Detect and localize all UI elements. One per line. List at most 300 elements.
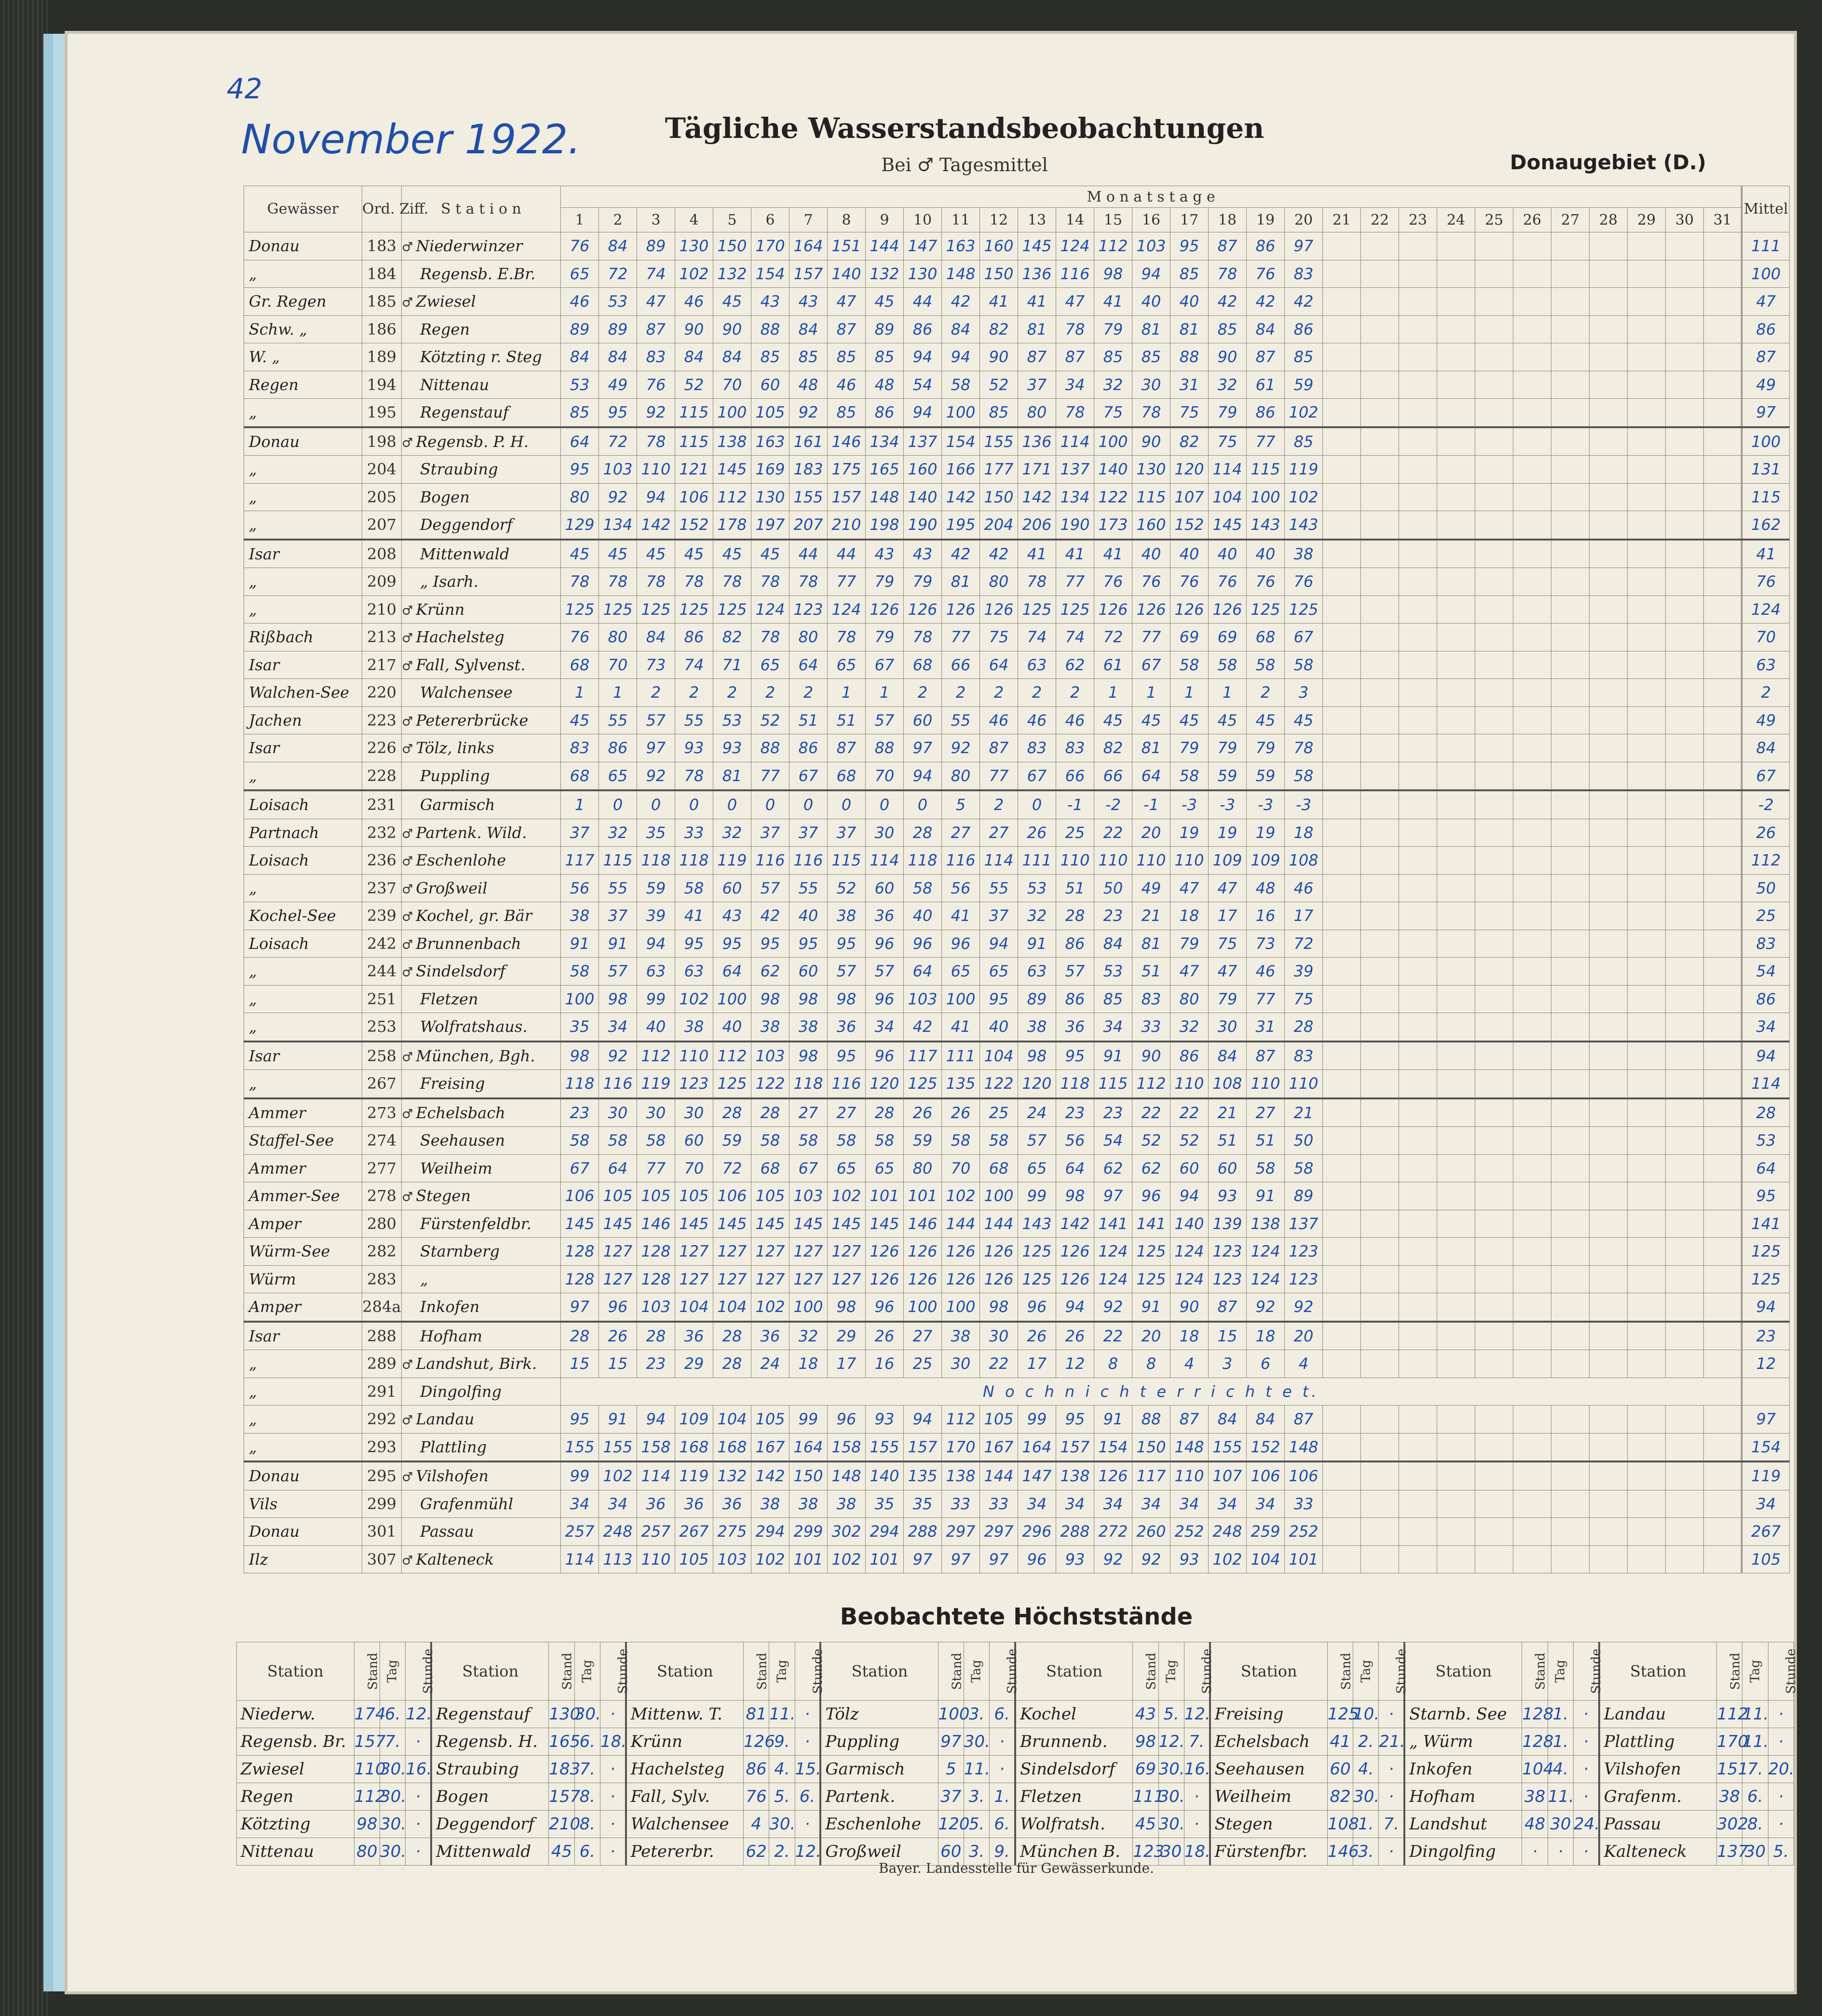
hoechst-header-stand [1327, 1642, 1353, 1701]
value-cell: 58 [1247, 651, 1285, 679]
value-cell [1590, 1013, 1628, 1042]
value-cell: 100 [904, 1293, 942, 1322]
value-cell [1323, 1182, 1361, 1210]
value-cell: 91 [1247, 1182, 1285, 1210]
hoechst-value: 1. [1548, 1701, 1573, 1728]
value-cell [1361, 958, 1399, 986]
value-cell: 105 [751, 399, 789, 427]
value-cell: 78 [637, 568, 675, 596]
value-cell: 102 [942, 1182, 980, 1210]
value-cell [1323, 930, 1361, 958]
value-cell [1323, 819, 1361, 847]
value-cell [1437, 1490, 1475, 1518]
hoechst-header-stunde [990, 1642, 1020, 1701]
value-cell: 168 [675, 1433, 713, 1461]
day-header-cell: 31 [1704, 208, 1742, 232]
station-name: Garmisch [420, 796, 495, 814]
station-name: Vilshofen [416, 1467, 489, 1486]
value-cell: 52 [675, 371, 713, 399]
ord-cell: 284a [362, 1293, 402, 1322]
value-cell [1361, 1182, 1399, 1210]
hoechst-station: Vilshofen [1599, 1756, 1717, 1783]
value-cell: 125 [1285, 595, 1323, 623]
ord-cell: 217 [362, 651, 402, 679]
value-cell [1513, 1070, 1551, 1098]
value-cell: 87 [1018, 343, 1056, 371]
hoechst-header-tag-label: Tag [775, 1660, 789, 1683]
value-cell [1551, 1042, 1590, 1070]
hoechst-header-stand [1522, 1642, 1548, 1701]
value-cell: 103 [789, 1182, 828, 1210]
value-cell [1628, 790, 1666, 819]
value-cell [1323, 1518, 1361, 1546]
value-cell: 95 [713, 930, 751, 958]
value-cell: 97 [904, 1545, 942, 1573]
value-cell: 126 [942, 1265, 980, 1293]
hoechst-value: 80 [354, 1838, 380, 1866]
value-cell [1399, 847, 1437, 875]
station-name: Fletzen [420, 989, 478, 1008]
value-cell: 91 [1018, 930, 1056, 958]
hoechst-value: 9. [769, 1728, 795, 1756]
hoechst-value: 30. [1158, 1756, 1184, 1783]
value-cell: 125 [675, 595, 713, 623]
value-cell: 32 [789, 1322, 828, 1350]
value-cell [1399, 427, 1437, 456]
value-cell: 124 [1094, 1238, 1132, 1266]
value-cell: 73 [637, 651, 675, 679]
value-cell [1361, 790, 1399, 819]
value-cell: 106 [561, 1182, 599, 1210]
value-cell [1628, 1042, 1666, 1070]
day-header-cell: 11 [942, 208, 980, 232]
value-cell: 2 [789, 679, 828, 707]
value-cell [1590, 399, 1628, 427]
value-cell: 110 [1094, 847, 1132, 875]
hoechst-header-stand-label: Stand [1534, 1652, 1549, 1690]
station-name: Sindelsdorf [416, 962, 506, 981]
value-cell: 96 [866, 985, 904, 1013]
value-cell: 90 [1209, 343, 1247, 371]
value-cell [1361, 315, 1399, 343]
value-cell: 86 [1247, 399, 1285, 427]
value-cell [1323, 568, 1361, 596]
value-cell: 34 [866, 1013, 904, 1042]
value-cell: 58 [942, 1127, 980, 1155]
value-cell: 63 [637, 958, 675, 986]
ord-cell: 292 [362, 1406, 402, 1434]
value-cell: -2 [1094, 790, 1132, 819]
station-cell [402, 1433, 561, 1461]
hoechst-header-tag [1742, 1642, 1768, 1701]
station-cell [402, 902, 561, 930]
header-gewaesser: Gewässer [244, 186, 362, 232]
value-cell [1704, 902, 1742, 930]
hoechst-station: Regenstauf [431, 1701, 549, 1728]
value-cell: 69 [1209, 623, 1247, 651]
value-cell [1551, 232, 1590, 260]
value-cell: 45 [1247, 706, 1285, 734]
value-cell: 127 [675, 1238, 713, 1266]
value-cell [1628, 1293, 1666, 1322]
value-cell: 118 [904, 847, 942, 875]
gewaesser-cell: Würm-See [244, 1238, 362, 1266]
value-cell [1590, 819, 1628, 847]
value-cell [1399, 1182, 1437, 1210]
value-cell: 25 [980, 1098, 1018, 1127]
value-cell: 142 [942, 483, 980, 511]
value-cell [1513, 1293, 1551, 1322]
value-cell: 124 [1247, 1238, 1285, 1266]
value-cell [1323, 399, 1361, 427]
value-cell: 42 [904, 1013, 942, 1042]
value-cell: 100 [942, 1293, 980, 1322]
value-cell [1590, 1070, 1628, 1098]
value-cell: 84 [561, 343, 599, 371]
value-cell: 45 [675, 540, 713, 568]
value-cell: 79 [904, 568, 942, 596]
value-cell: 124 [828, 595, 866, 623]
value-cell [1628, 623, 1666, 651]
hoechst-station: München B. [1015, 1838, 1133, 1866]
value-cell: 93 [866, 1406, 904, 1434]
value-cell: 65 [942, 958, 980, 986]
value-cell: 83 [1285, 260, 1323, 288]
value-cell: 34 [599, 1490, 637, 1518]
value-cell [1513, 1013, 1551, 1042]
value-cell: 85 [561, 399, 599, 427]
value-cell: 33 [1132, 1013, 1170, 1042]
ord-cell: 205 [362, 483, 402, 511]
value-cell [1590, 540, 1628, 568]
station-cell [402, 315, 561, 343]
value-cell: 94 [942, 343, 980, 371]
value-cell [1323, 288, 1361, 316]
value-cell [1590, 651, 1628, 679]
value-cell [1704, 288, 1742, 316]
hoechst-value: 12. [1184, 1701, 1210, 1728]
value-cell: 26 [866, 1322, 904, 1350]
value-cell: 105 [675, 1545, 713, 1573]
value-cell: 45 [713, 288, 751, 316]
value-cell: 76 [1247, 568, 1285, 596]
mittel-cell: 67 [1742, 762, 1790, 790]
value-cell: 66 [1094, 762, 1132, 790]
value-cell: 1 [561, 790, 599, 819]
value-cell: 25 [1056, 819, 1094, 847]
value-cell: 26 [942, 1098, 980, 1127]
value-cell: 109 [675, 1406, 713, 1434]
value-cell: 64 [980, 651, 1018, 679]
ord-cell: 236 [362, 847, 402, 875]
value-cell [1323, 958, 1361, 986]
value-cell: 124 [1170, 1265, 1209, 1293]
hoechst-value: 1. [1353, 1811, 1379, 1838]
hoechst-header-tag [574, 1642, 600, 1701]
hoechst-value: 123 [1133, 1838, 1158, 1866]
value-cell: 98 [1056, 1182, 1094, 1210]
hoechst-value: 12. [1158, 1728, 1184, 1756]
value-cell: 82 [980, 315, 1018, 343]
value-cell: 165 [866, 456, 904, 484]
value-cell: 126 [1056, 1265, 1094, 1293]
hoechst-value: 7. [1379, 1811, 1404, 1838]
station-cell [402, 819, 561, 847]
value-cell: 38 [751, 1490, 789, 1518]
value-cell: 102 [751, 1293, 789, 1322]
station-cell [402, 874, 561, 902]
value-cell: 100 [942, 985, 980, 1013]
value-cell: 0 [599, 790, 637, 819]
value-cell [1399, 985, 1437, 1013]
value-cell: 140 [866, 1461, 904, 1490]
value-cell [1551, 1070, 1590, 1098]
value-cell [1361, 1350, 1399, 1378]
value-cell: 119 [675, 1461, 713, 1490]
value-cell: 89 [637, 232, 675, 260]
value-cell: 88 [751, 315, 789, 343]
hoechst-value: · [600, 1756, 625, 1783]
value-cell: 116 [751, 847, 789, 875]
value-cell: 93 [1209, 1182, 1247, 1210]
value-cell [1666, 930, 1704, 958]
value-cell: 68 [904, 651, 942, 679]
value-cell [1628, 958, 1666, 986]
hoechst-value: 108 [1327, 1811, 1353, 1838]
value-cell: 59 [637, 874, 675, 902]
value-cell [1704, 790, 1742, 819]
value-cell: 110 [1170, 1070, 1209, 1098]
gauge-icon: ♂ [402, 742, 413, 757]
value-cell: 124 [1247, 1265, 1285, 1293]
value-cell: 150 [980, 483, 1018, 511]
gauge-icon: ♂ [402, 1107, 413, 1122]
value-cell: 96 [866, 1293, 904, 1322]
value-cell: 16 [866, 1350, 904, 1378]
station-name: Kalteneck [416, 1550, 494, 1569]
value-cell: 2 [942, 679, 980, 707]
value-cell: 30 [980, 1322, 1018, 1350]
value-cell: 152 [675, 511, 713, 540]
mittel-cell: 41 [1742, 540, 1790, 568]
gauge-icon: ♂ [402, 1190, 413, 1205]
value-cell: 124 [1170, 1238, 1209, 1266]
hoechst-header-stunde [1768, 1642, 1798, 1701]
hoechst-header-tag-label: Tag [580, 1660, 595, 1683]
hoechst-station: Zwiesel [237, 1756, 354, 1783]
hoechst-value: 30. [380, 1838, 406, 1866]
value-cell [1513, 1265, 1551, 1293]
table-row [244, 1461, 1790, 1490]
value-cell [1475, 1238, 1513, 1266]
value-cell: 65 [828, 651, 866, 679]
value-cell [1475, 1406, 1513, 1434]
value-cell: 85 [789, 343, 828, 371]
gauge-icon: ♂ [402, 1553, 413, 1568]
value-cell: 95 [561, 456, 599, 484]
value-cell: 125 [904, 1070, 942, 1098]
ord-cell: 258 [362, 1042, 402, 1070]
value-cell [1590, 679, 1628, 707]
value-cell [1551, 902, 1590, 930]
value-cell [1361, 511, 1399, 540]
hoechst-value: · [795, 1811, 820, 1838]
value-cell: 4 [1170, 1350, 1209, 1378]
value-cell [1399, 1070, 1437, 1098]
value-cell: 53 [599, 288, 637, 316]
value-cell: 68 [561, 651, 599, 679]
value-cell: 55 [599, 874, 637, 902]
value-cell: 84 [1094, 930, 1132, 958]
value-cell: 95 [751, 930, 789, 958]
value-cell: 150 [980, 260, 1018, 288]
value-cell [1399, 1490, 1437, 1518]
value-cell: 259 [1247, 1518, 1285, 1546]
day-header-cell: 26 [1513, 208, 1551, 232]
value-cell: 97 [561, 1293, 599, 1322]
hoechst-station: Fall, Sylv. [626, 1783, 744, 1811]
value-cell: 90 [1132, 427, 1170, 456]
value-cell: 26 [599, 1322, 637, 1350]
value-cell: 84 [599, 232, 637, 260]
value-cell: 60 [713, 874, 751, 902]
hoechst-value: 126 [744, 1728, 769, 1756]
value-cell: 119 [637, 1070, 675, 1098]
hoechst-value: · [1379, 1756, 1404, 1783]
value-cell [1666, 1070, 1704, 1098]
value-cell [1361, 288, 1399, 316]
value-cell: 3 [1285, 679, 1323, 707]
value-cell [1666, 874, 1704, 902]
value-cell: 18 [789, 1350, 828, 1378]
value-cell [1590, 1265, 1628, 1293]
value-cell: 51 [1247, 1127, 1285, 1155]
hoechst-value: 20. [1768, 1756, 1794, 1783]
value-cell [1323, 1545, 1361, 1573]
value-cell [1399, 930, 1437, 958]
hoechst-row [237, 1811, 1794, 1838]
station-cell [402, 371, 561, 399]
value-cell: 84 [675, 343, 713, 371]
value-cell [1361, 568, 1399, 596]
value-cell [1551, 1490, 1590, 1518]
value-cell [1628, 706, 1666, 734]
value-cell [1513, 343, 1551, 371]
table-row [244, 762, 1790, 790]
value-cell [1361, 1545, 1399, 1573]
value-cell [1475, 902, 1513, 930]
value-cell: 42 [1209, 288, 1247, 316]
value-cell [1475, 1545, 1513, 1573]
value-cell [1628, 1350, 1666, 1378]
value-cell: 91 [561, 930, 599, 958]
mittel-cell: 125 [1742, 1265, 1790, 1293]
value-cell [1475, 762, 1513, 790]
value-cell: 0 [713, 790, 751, 819]
value-cell: 169 [751, 456, 789, 484]
value-cell: 157 [789, 260, 828, 288]
value-cell [1628, 456, 1666, 484]
value-cell: 138 [1247, 1210, 1285, 1238]
value-cell: 65 [1018, 1154, 1056, 1182]
value-cell [1628, 1238, 1666, 1266]
value-cell: 2 [1018, 679, 1056, 707]
hoechst-value: 1. [990, 1783, 1015, 1811]
value-cell [1399, 819, 1437, 847]
value-cell: 34 [1170, 1490, 1209, 1518]
value-cell: 102 [675, 985, 713, 1013]
day-header-cell: 15 [1094, 208, 1132, 232]
hoechst-station: Fletzen [1015, 1783, 1133, 1811]
station-cell [402, 847, 561, 875]
value-cell: 83 [561, 734, 599, 762]
value-cell: 139 [1209, 1210, 1247, 1238]
value-cell: 49 [1132, 874, 1170, 902]
value-cell: 32 [1170, 1013, 1209, 1042]
hoechst-value: 120 [938, 1811, 964, 1838]
value-cell [1475, 623, 1513, 651]
ord-cell: 291 [362, 1378, 402, 1406]
value-cell: 128 [637, 1265, 675, 1293]
value-cell: 163 [942, 232, 980, 260]
value-cell [1666, 706, 1704, 734]
value-cell: 60 [675, 1127, 713, 1155]
value-cell [1666, 1098, 1704, 1127]
ord-cell: 288 [362, 1322, 402, 1350]
value-cell: 44 [904, 288, 942, 316]
value-cell [1399, 1127, 1437, 1155]
value-cell: 119 [713, 847, 751, 875]
hoechst-value: · [1574, 1783, 1599, 1811]
hoechst-header-stand [938, 1642, 964, 1701]
value-cell [1666, 1518, 1704, 1546]
value-cell [1704, 1293, 1742, 1322]
station-name: Fall, Sylvenst. [416, 655, 526, 674]
value-cell [1551, 1210, 1590, 1238]
value-cell: 8 [1094, 1350, 1132, 1378]
value-cell [1475, 930, 1513, 958]
value-cell: 28 [866, 1098, 904, 1127]
value-cell [1475, 958, 1513, 986]
value-cell: 160 [1132, 511, 1170, 540]
value-cell [1551, 371, 1590, 399]
hoechst-header-stunde [1184, 1642, 1214, 1701]
value-cell [1666, 232, 1704, 260]
value-cell [1628, 902, 1666, 930]
value-cell: 17 [1018, 1350, 1056, 1378]
value-cell: 68 [1247, 623, 1285, 651]
value-cell: 47 [1170, 958, 1209, 986]
value-cell: 75 [1170, 399, 1209, 427]
value-cell [1399, 1293, 1437, 1322]
station-cell [402, 511, 561, 540]
value-cell: 41 [1056, 540, 1094, 568]
value-cell: 56 [1056, 1127, 1094, 1155]
value-cell: 45 [1285, 706, 1323, 734]
value-cell [1704, 1433, 1742, 1461]
value-cell: 125 [561, 595, 599, 623]
ord-cell: 185 [362, 288, 402, 316]
value-cell [1590, 1461, 1628, 1490]
station-name: Plattling [420, 1437, 487, 1456]
value-cell: 92 [599, 483, 637, 511]
value-cell: -3 [1170, 790, 1209, 819]
ord-cell: 183 [362, 232, 402, 260]
value-cell: 142 [1018, 483, 1056, 511]
value-cell: 83 [1018, 734, 1056, 762]
value-cell: 152 [1170, 511, 1209, 540]
value-cell [1475, 1042, 1513, 1070]
